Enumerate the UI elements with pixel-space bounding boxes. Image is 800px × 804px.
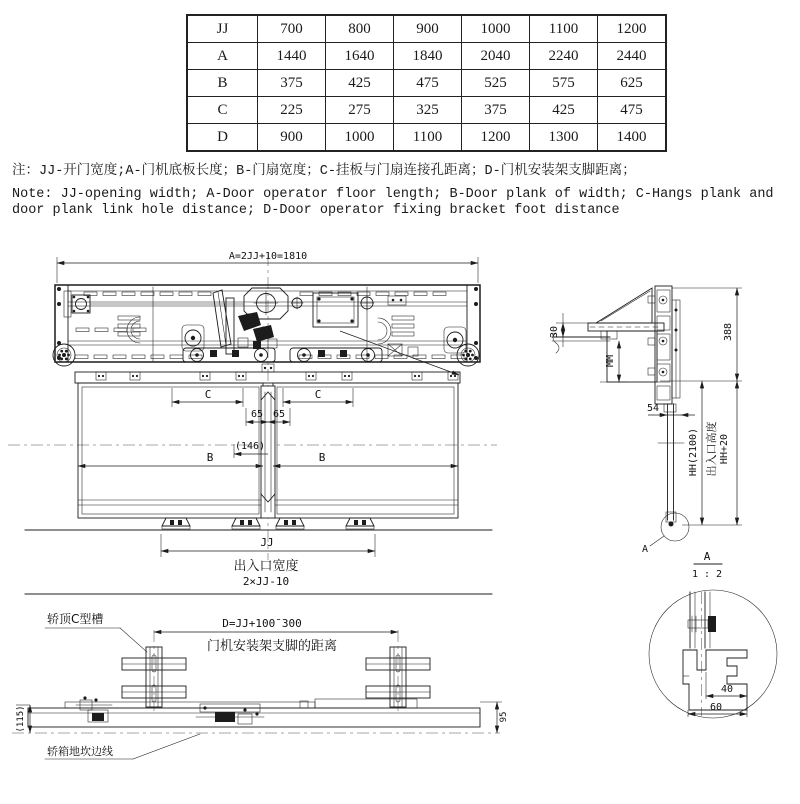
table-cell: 425 xyxy=(326,70,394,97)
table-cell: 375 xyxy=(462,97,530,124)
dim-146-text: (146) xyxy=(234,441,266,452)
table-cell: 1100 xyxy=(530,15,598,43)
dim-hh-text: HH(2100) xyxy=(688,427,699,477)
dim-a-text: A=2JJ+10=1810 xyxy=(228,251,308,262)
table-cell: 475 xyxy=(598,97,667,124)
dim-388-text: 388 xyxy=(723,322,734,342)
sill-edge-label: 轿箱地坎边线 xyxy=(47,745,113,758)
table-cell: 1300 xyxy=(530,124,598,152)
dim-b-left-text: B xyxy=(206,451,214,464)
table-cell: 325 xyxy=(394,97,462,124)
table-row-label: JJ xyxy=(187,15,258,43)
dim-40-text: 40 xyxy=(720,684,734,695)
right-hanger-plate xyxy=(290,348,382,362)
detail-scale-text: 1 : 2 xyxy=(691,569,723,580)
table-cell: 475 xyxy=(394,70,462,97)
guide-shoe xyxy=(346,518,374,529)
left-hanger-plate xyxy=(183,348,275,362)
table-cell: 1100 xyxy=(394,124,462,152)
table-cell: 425 xyxy=(530,97,598,124)
table-cell: 2440 xyxy=(598,43,667,70)
table-cell: 2240 xyxy=(530,43,598,70)
dim-95-text: 95 xyxy=(499,711,509,723)
note-english: Note: JJ-opening width; A-Door operator floor length; B-Door plank of width; C-Hangs plank and door plank link hole distance; D-Door operator fixing bracket foot distance xyxy=(12,186,774,218)
entrance-height-formula: HH+20 xyxy=(719,433,730,465)
table-row-label: A xyxy=(187,43,258,70)
table-cell: 1000 xyxy=(326,124,394,152)
table-cell: 900 xyxy=(258,124,326,152)
dim-jj-text: JJ xyxy=(260,536,274,549)
table-cell: 800 xyxy=(326,15,394,43)
table-cell: 1840 xyxy=(394,43,462,70)
left-roller-bracket xyxy=(182,325,204,351)
dim-mm-text: MM xyxy=(605,354,616,368)
left-beam-assembly xyxy=(76,696,112,722)
guide-shoe xyxy=(162,518,190,529)
table-row-label: B xyxy=(187,70,258,97)
center-beam-assembly xyxy=(196,704,264,724)
door-coupler-mechanism xyxy=(213,290,277,354)
dim-d-formula: D=JJ+100¯300 xyxy=(222,617,302,630)
table-cell: 1200 xyxy=(598,15,667,43)
dim-c-left-text: C xyxy=(204,388,212,401)
dim-54-text: 54 xyxy=(646,403,660,414)
table-cell: 1400 xyxy=(598,124,667,152)
table-cell: 275 xyxy=(326,97,394,124)
entrance-height-label: 出入口高度 xyxy=(705,421,718,477)
operator-column xyxy=(648,286,680,404)
plan-view xyxy=(12,611,509,759)
dim-d-label: 门机安装架支脚的距离 xyxy=(206,639,338,654)
table-cell: 700 xyxy=(258,15,326,43)
dim-60-text: 60 xyxy=(709,702,723,713)
table-row-label: D xyxy=(187,124,258,152)
table-cell: 225 xyxy=(258,97,326,124)
right-roller-bracket xyxy=(444,327,466,353)
detail-marker-text: A xyxy=(641,544,649,555)
front-view xyxy=(8,251,497,594)
dim-30-text: 30 xyxy=(549,325,560,339)
guide-shoe xyxy=(276,518,304,529)
side-door-panel xyxy=(658,404,684,527)
table-cell: 900 xyxy=(394,15,462,43)
entrance-width-label: 出入口宽度 xyxy=(233,559,299,574)
dim-65-right-text: 65 xyxy=(272,409,286,420)
table-row-label: C xyxy=(187,97,258,124)
table-cell: 1200 xyxy=(462,124,530,152)
table-cell: 1440 xyxy=(258,43,326,70)
table-cell: 1640 xyxy=(326,43,394,70)
c-channel-label: 轿顶C型槽 xyxy=(47,612,104,626)
dim-b-right-text: B xyxy=(318,451,326,464)
table-cell: 375 xyxy=(258,70,326,97)
table-cell: 525 xyxy=(462,70,530,97)
side-view xyxy=(549,286,742,580)
table-cell: 575 xyxy=(530,70,598,97)
entrance-width-formula: 2×JJ-10 xyxy=(242,575,290,588)
guide-shoe xyxy=(232,518,260,529)
motor-box xyxy=(313,293,358,327)
dim-115-text: (115) xyxy=(16,705,26,733)
dim-65-left-text: 65 xyxy=(250,409,264,420)
note-chinese: 注：JJ-开门宽度;A-门机底板长度；B-门扇宽度；C-挂板与门扇连接孔距离；D-门机安装架支脚距离； xyxy=(12,164,636,179)
table-cell: 625 xyxy=(598,70,667,97)
sill-profile xyxy=(683,650,747,710)
table-cell: 1000 xyxy=(462,15,530,43)
table-cell: 2040 xyxy=(462,43,530,70)
detail-marker-circle xyxy=(661,513,689,541)
detail-title-text: A xyxy=(703,550,711,563)
detail-view-a xyxy=(649,590,777,718)
right-door-panel xyxy=(273,383,458,518)
dim-c-right-text: C xyxy=(314,388,322,401)
